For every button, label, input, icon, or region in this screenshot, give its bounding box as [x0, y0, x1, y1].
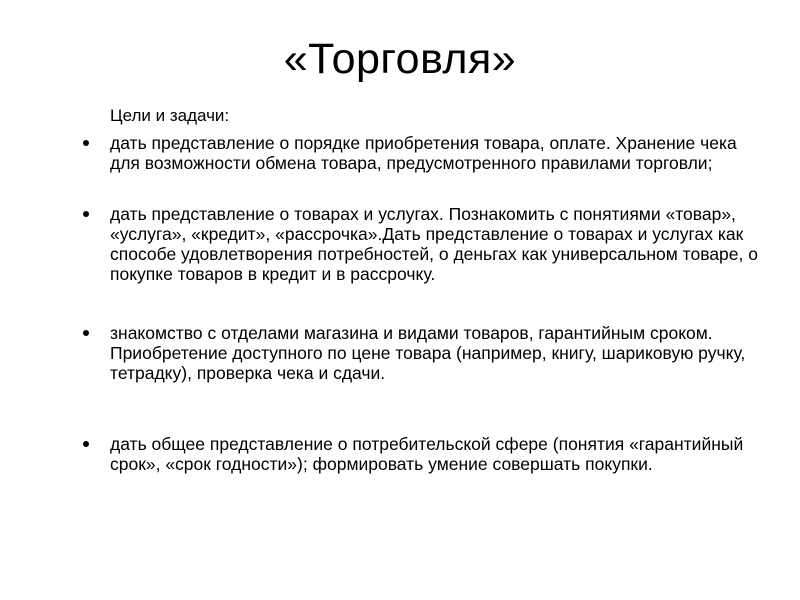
- bullet-dot-icon: [83, 330, 89, 336]
- bullet-text: дать общее представление о потребительской сфере (понятия «гарантийный срок», «срок годности»); формировать умение совершать покупки.: [110, 434, 744, 474]
- slide-title: «Торговля»: [283, 35, 517, 83]
- bullet-text: дать представление о порядке приобретения товара, оплате. Хранение чека для возможности обмена товара, предусмотренного правилами торговли;: [110, 133, 737, 173]
- bullet-dot-icon: [83, 211, 89, 217]
- bullet-dot-icon: [83, 441, 89, 447]
- bullet-text: дать представление о товарах и услугах. Познакомить с понятиями «товар», «услуга», «кредит», «рассрочка».Дать представление о товарах и услугах как способе удовлетворения потребностей, о деньгах как универсальном товаре, о покупке товаров в кредит и в рассрочку.: [110, 204, 758, 284]
- bullet-dot-icon: [83, 140, 89, 146]
- bullet-text: знакомство с отделами магазина и видами товаров, гарантийным сроком. Приобретение доступного по цене товара (например, книгу, шариковую ручку, тетрадку), проверка чека и сдачи.: [110, 323, 746, 383]
- subheading: Цели и задачи:: [110, 106, 230, 125]
